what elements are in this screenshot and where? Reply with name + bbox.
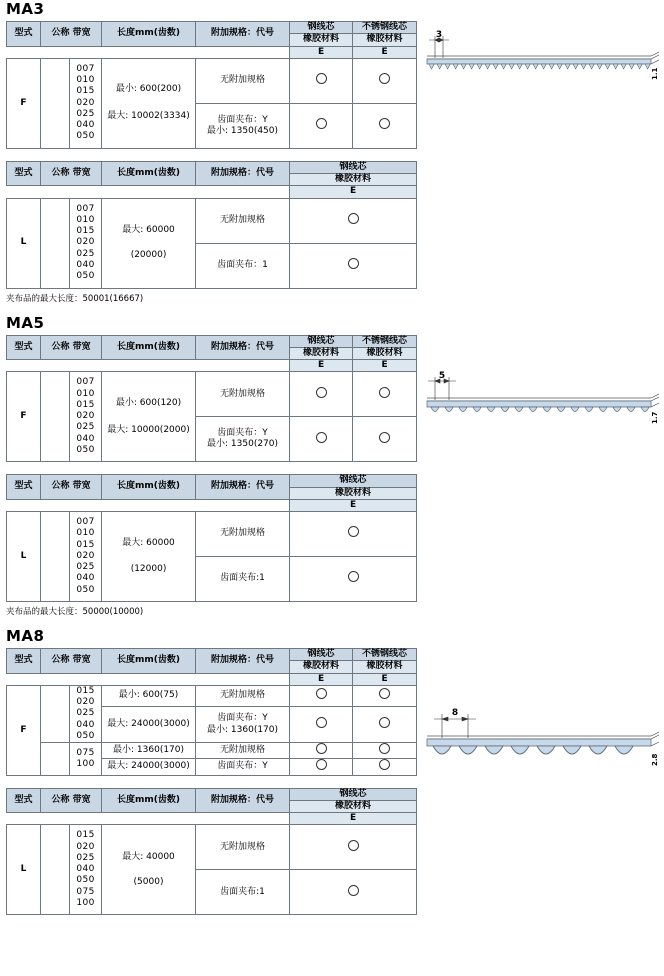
header-code: E [290,499,417,511]
cell-mark-stainless [353,58,417,103]
cell-mark-steel [290,512,417,557]
circle-mark-icon [379,688,390,699]
table-header-row-3 [7,499,417,511]
cell-length: 最大: 60000 (12000) [102,512,196,602]
cell-sizes-top: 015 020 025 040 050 [70,685,102,742]
circle-mark-icon [379,387,390,398]
cell-type-f: F [7,685,41,775]
ma3-height-label: 1.1 [651,67,659,80]
header-addition: 附加规格：代号 [196,475,290,500]
cell-mark-steel [290,58,353,103]
header-length: 长度mm(齿数) [102,475,196,500]
cell-addition-none: 无附加规格 [196,372,290,417]
cell-sizes: 007 010 015 020 025 040 050 [70,198,102,288]
header-length: 长度mm(齿数) [102,22,196,47]
header-steel-core: 钢线芯 [290,475,417,487]
header-addition: 附加规格：代号 [196,335,290,360]
ma5-f-table [6,335,417,463]
header-width: 公称 带宽 [41,788,102,813]
cell-mark-stainless [353,372,417,417]
header-code-steel: E [290,46,353,58]
cell-mark-stainless [353,103,417,148]
cell-length: 最大: 40000 (5000) [102,825,196,915]
table-header-row-3 [7,673,417,685]
header-width: 公称 带宽 [41,649,102,674]
cell-addition-cloth: 齿面夹布：Y 最小: 1350(450) [196,103,290,148]
header-width: 公称 带宽 [41,161,102,186]
circle-mark-icon [379,432,390,443]
section-title-ma8: MA8 [6,627,45,645]
header-length: 长度mm(齿数) [102,788,196,813]
cell-type-l: L [7,825,41,915]
cell-sizes: 015 020 025 040 050 075 100 [70,825,102,915]
header-code-steel: E [290,673,353,685]
ma8-f-table [6,648,417,776]
circle-mark-icon [379,717,390,728]
header-code-steel: E [290,360,353,372]
cell-addition-none-2: 无附加规格 [196,743,290,759]
cell-mark-steel [290,685,353,706]
header-stainless-core: 不锈钢线芯 [353,649,417,661]
header-width: 公称 带宽 [41,22,102,47]
cell-length-max-2: 最大: 24000(3000) [102,759,196,775]
cell-length-max: 最大: 24000(3000) [102,707,196,743]
section-ma5 [0,314,664,618]
header-code: E [290,186,417,198]
cell-length: 最大: 60000 (20000) [102,198,196,288]
table-header-row [7,22,417,34]
table-row [7,743,417,759]
circle-mark-icon [316,387,327,398]
header-code-stainless: E [353,673,417,685]
cell-sizes-bottom: 075 100 [70,743,102,776]
ma5-height-label: 1.7 [651,411,659,424]
header-stainless-core: 不锈钢线芯 [353,22,417,34]
table-row [7,198,417,243]
header-rubber-steel: 橡胶材料 [290,347,353,359]
header-type: 型式 [7,161,41,186]
cell-addition-none: 无附加规格 [196,58,290,103]
table-header-row [7,161,417,173]
ma3-profile-diagram [415,28,660,108]
table-header-row [7,475,417,487]
header-code-stainless: E [353,360,417,372]
ma8-pitch-label: 8 [451,708,459,718]
ma8-profile-svg [415,706,660,796]
header-code: E [290,813,417,825]
cell-mark-steel [290,372,353,417]
table-row [7,372,417,417]
header-type: 型式 [7,335,41,360]
ma3-l-table [6,161,417,289]
cell-type-l: L [7,198,41,288]
header-type: 型式 [7,475,41,500]
cell-length: 最小: 600(120) 最大: 10000(2000) [102,372,196,462]
circle-mark-icon [316,759,327,770]
table-row [7,58,417,103]
cell-addition-none: 无附加规格 [196,825,290,870]
circle-mark-icon [348,213,359,224]
header-steel-core: 钢线芯 [290,335,353,347]
cell-addition-cloth: 齿面夹布：Y 最小: 1350(270) [196,417,290,462]
header-length: 长度mm(齿数) [102,161,196,186]
cell-mark-steel [290,417,353,462]
cell-addition-cloth: 齿面夹布：Y 最小: 1360(170) [196,707,290,743]
circle-mark-icon [379,73,390,84]
header-length: 长度mm(齿数) [102,335,196,360]
cell-mark-steel [290,759,353,775]
cell-addition-cloth: 齿面夹布：1 [196,243,290,288]
circle-mark-icon [348,885,359,896]
cell-addition-cloth: 齿面夹布:1 [196,870,290,915]
ma3-profile-svg [415,28,660,108]
circle-mark-icon [316,717,327,728]
cell-addition-cloth-2: 齿面夹布：Y [196,759,290,775]
table-header-row [7,335,417,347]
ma5-note: 夹布品的最大长度：50000(10000) [6,607,144,617]
cell-length: 最小: 600(200) 最大: 10002(3334) [102,58,196,148]
cell-addition-none: 无附加规格 [196,685,290,706]
header-width: 公称 带宽 [41,335,102,360]
ma5-pitch-label: 5 [438,371,446,381]
cell-mark-stainless [353,417,417,462]
header-stainless-core: 不锈钢线芯 [353,335,417,347]
ma3-pitch-label: 3 [435,30,443,40]
ma5-profile-svg [415,368,660,448]
cell-length-min-2: 最小: 1360(170) [102,743,196,759]
table-row [7,825,417,870]
ma8-profile-diagram [415,706,660,796]
cell-sizes: 007 010 015 020 025 040 050 [70,372,102,462]
ma3-note: 夹布品的最大长度：50001(16667) [6,293,144,304]
header-rubber-steel: 橡胶材料 [290,661,353,673]
cell-mark-stainless [353,743,417,759]
circle-mark-icon [316,743,327,754]
cell-addition-none: 无附加规格 [196,512,290,557]
cell-addition-none: 无附加规格 [196,198,290,243]
header-type: 型式 [7,649,41,674]
cell-mark-stainless [353,685,417,706]
section-title-ma3: MA3 [6,0,45,18]
cell-mark-steel [290,557,417,602]
header-rubber: 橡胶材料 [290,487,417,499]
circle-mark-icon [348,258,359,269]
cell-mark-stainless [353,759,417,775]
section-title-ma5: MA5 [6,313,45,332]
circle-mark-icon [316,688,327,699]
header-steel-core: 钢线芯 [290,788,417,800]
circle-mark-icon [379,743,390,754]
circle-mark-icon [348,571,359,582]
header-addition: 附加规格：代号 [196,22,290,47]
table-row [7,512,417,557]
header-addition: 附加规格：代号 [196,788,290,813]
circle-mark-icon [316,73,327,84]
cell-mark-steel [290,825,417,870]
ma5-l-table [6,474,417,602]
header-length: 长度mm(齿数) [102,649,196,674]
header-rubber-steel: 橡胶材料 [290,34,353,46]
header-rubber-stainless: 橡胶材料 [353,34,417,46]
header-steel-core: 钢线芯 [290,649,353,661]
cell-mark-steel [290,198,417,243]
header-width: 公称 带宽 [41,475,102,500]
cell-type-f: F [7,58,41,148]
circle-mark-icon [379,118,390,129]
circle-mark-icon [348,840,359,851]
header-addition: 附加规格：代号 [196,161,290,186]
cell-type-f: F [7,372,41,462]
cell-addition-cloth: 齿面夹布:1 [196,557,290,602]
cell-mark-steel [290,103,353,148]
table-header-row-3 [7,360,417,372]
circle-mark-icon [379,759,390,770]
cell-mark-steel [290,707,353,743]
header-code-stainless: E [353,46,417,58]
header-type: 型式 [7,788,41,813]
header-steel-core: 钢线芯 [290,161,417,173]
table-row [7,685,417,706]
table-header-row [7,788,417,800]
circle-mark-icon [316,118,327,129]
table-header-row-3 [7,813,417,825]
cell-sizes: 007 010 015 020 025 040 050 [70,512,102,602]
cell-mark-steel [290,243,417,288]
header-steel-core: 钢线芯 [290,22,353,34]
table-header-row-3 [7,46,417,58]
cell-sizes: 007 010 015 020 025 040 050 [70,58,102,148]
header-rubber-stainless: 橡胶材料 [353,347,417,359]
header-addition: 附加规格：代号 [196,649,290,674]
circle-mark-icon [316,432,327,443]
header-rubber: 橡胶材料 [290,800,417,812]
ma8-l-table [6,788,417,916]
header-rubber-stainless: 橡胶材料 [353,661,417,673]
cell-mark-steel [290,870,417,915]
cell-length-min: 最小: 600(75) [102,685,196,706]
ma3-f-table [6,21,417,149]
cell-type-l: L [7,512,41,602]
circle-mark-icon [348,526,359,537]
ma5-profile-diagram [415,368,660,448]
cell-mark-stainless [353,707,417,743]
header-rubber: 橡胶材料 [290,174,417,186]
header-type: 型式 [7,22,41,47]
cell-mark-steel [290,743,353,759]
table-header-row [7,649,417,661]
ma8-height-label: 2.8 [651,753,659,766]
table-header-row-3 [7,186,417,198]
